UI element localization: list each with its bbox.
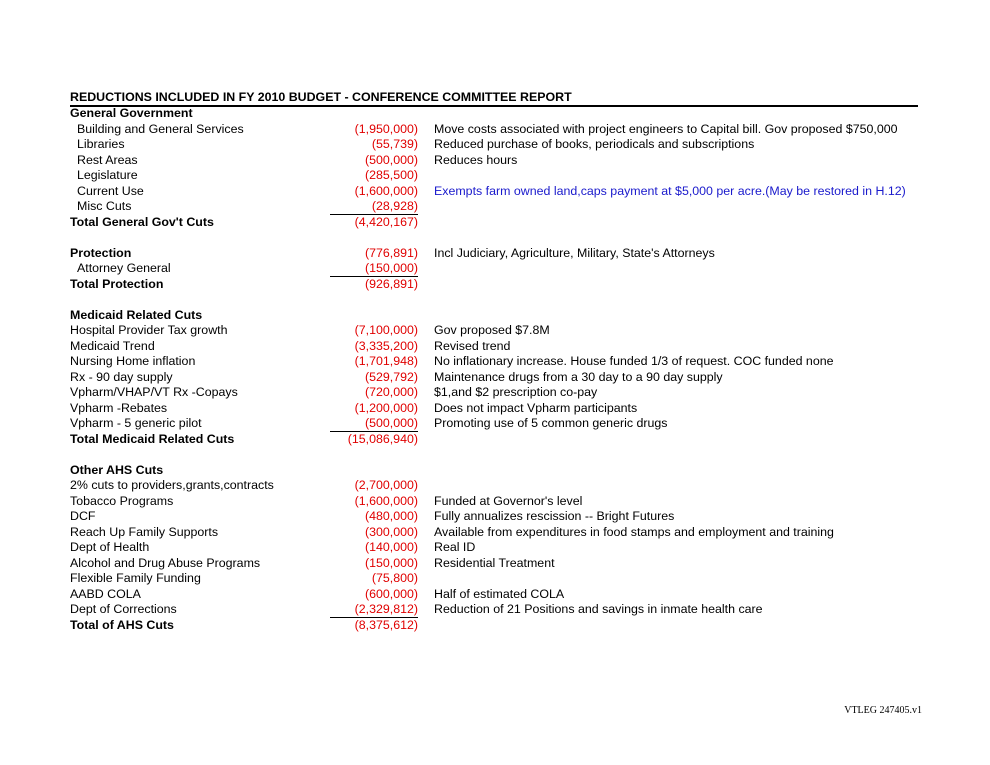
row-amount: (1,600,000) xyxy=(354,493,418,508)
table-row xyxy=(70,401,930,417)
spacer-row xyxy=(70,230,930,246)
row-label: General Government xyxy=(70,106,193,120)
row-note: Residential Treatment xyxy=(434,555,555,570)
table-row xyxy=(70,478,930,494)
row-label: Reach Up Family Supports xyxy=(70,524,219,539)
section-row xyxy=(70,106,930,122)
row-label: DCF xyxy=(70,509,96,523)
row-amount: (75,800) xyxy=(371,571,418,585)
row-label: Hospital Provider Tax growth xyxy=(70,323,228,337)
row-note: Maintenance drugs from a 30 day to a 90 day supply xyxy=(434,369,723,384)
row-label: Rest Areas xyxy=(77,152,138,167)
row-amount: (2,329,812) xyxy=(330,602,418,618)
row-label: Flexible Family Funding xyxy=(70,571,201,585)
table-row xyxy=(70,184,930,200)
row-amount: (776,891) xyxy=(364,245,418,260)
row-label: Legislature xyxy=(77,168,138,182)
row-amount: (480,000) xyxy=(364,509,418,523)
table-row xyxy=(70,509,930,525)
row-amount: (600,000) xyxy=(364,586,418,601)
row-amount: (720,000) xyxy=(364,385,418,399)
row-amount: (926,891) xyxy=(364,276,418,291)
row-label: Libraries xyxy=(77,137,125,151)
section-row xyxy=(70,618,930,634)
table-row xyxy=(70,525,930,541)
section-row xyxy=(70,432,930,448)
row-label: Total Medicaid Related Cuts xyxy=(70,431,235,446)
row-label: Total Protection xyxy=(70,276,164,291)
row-label: Dept of Corrections xyxy=(70,602,177,616)
row-note: Reduction of 21 Positions and savings in inmate health care xyxy=(434,602,763,616)
section-row xyxy=(70,246,930,262)
row-amount: (4,420,167) xyxy=(354,214,418,229)
table-row xyxy=(70,494,930,510)
row-amount: (15,086,940) xyxy=(347,431,418,446)
table-row xyxy=(70,540,930,556)
row-note: Revised trend xyxy=(434,338,511,353)
table-row xyxy=(70,339,930,355)
row-label: Other AHS Cuts xyxy=(70,462,164,477)
spacer-row xyxy=(70,447,930,463)
section-row xyxy=(70,277,930,293)
row-amount: (529,792) xyxy=(364,369,418,384)
row-label: Rx - 90 day supply xyxy=(70,369,173,384)
row-note: Real ID xyxy=(434,540,476,554)
row-amount: (500,000) xyxy=(364,152,418,167)
table-row xyxy=(70,153,930,169)
row-amount: (8,375,612) xyxy=(354,617,418,632)
row-amount: (55,739) xyxy=(371,137,418,151)
row-amount: (300,000) xyxy=(364,524,418,539)
table-row xyxy=(70,571,930,587)
report-title: REDUCTIONS INCLUDED IN FY 2010 BUDGET - CONFERENCE COMMITTEE REPORT xyxy=(70,90,918,107)
row-label: Misc Cuts xyxy=(77,199,132,213)
row-label: Building and General Services xyxy=(77,121,244,136)
row-note: Exempts farm owned land,caps payment at $5,000 per acre.(May be restored in H.12) xyxy=(434,183,906,198)
row-note: Reduces hours xyxy=(434,152,518,167)
table-row xyxy=(70,137,930,153)
row-amount: (1,600,000) xyxy=(354,183,418,198)
row-amount: (150,000) xyxy=(364,555,418,570)
row-amount: (2,700,000) xyxy=(354,478,418,492)
row-label: Total General Gov't Cuts xyxy=(70,214,214,229)
row-label: Vpharm/VHAP/VT Rx -Copays xyxy=(70,385,238,399)
row-label: Alcohol and Drug Abuse Programs xyxy=(70,555,261,570)
row-label: Medicaid Trend xyxy=(70,338,155,353)
table-row xyxy=(70,323,930,339)
row-amount: (500,000) xyxy=(330,416,418,432)
row-note: Gov proposed $7.8M xyxy=(434,323,550,337)
table-row xyxy=(70,587,930,603)
row-amount: (7,100,000) xyxy=(354,323,418,337)
row-note: Fully annualizes rescission -- Bright Futures xyxy=(434,509,675,523)
table-row xyxy=(70,354,930,370)
row-note: Available from expenditures in food stamps and employment and training xyxy=(434,524,834,539)
row-label: Protection xyxy=(70,245,132,260)
reductions-table xyxy=(70,106,930,633)
row-label: AABD COLA xyxy=(70,586,141,601)
row-note: Promoting use of 5 common generic drugs xyxy=(434,416,668,430)
row-note: No inflationary increase. House funded 1/3 of request. COC funded none xyxy=(434,354,834,368)
table-row xyxy=(70,122,930,138)
table-row xyxy=(70,370,930,386)
row-note: Half of estimated COLA xyxy=(434,586,565,601)
row-amount: (28,928) xyxy=(330,199,418,215)
section-row xyxy=(70,215,930,231)
row-note: Move costs associated with project engineers to Capital bill. Gov proposed $750,000 xyxy=(434,121,898,136)
row-amount: (3,335,200) xyxy=(354,338,418,353)
row-amount: (285,500) xyxy=(364,168,418,182)
row-label: Medicaid Related Cuts xyxy=(70,307,203,322)
row-label: Vpharm -Rebates xyxy=(70,400,168,415)
row-label: Current Use xyxy=(77,183,144,198)
row-amount: (140,000) xyxy=(364,540,418,554)
row-note: Does not impact Vpharm participants xyxy=(434,400,638,415)
table-row xyxy=(70,261,930,277)
section-row xyxy=(70,308,930,324)
row-note: Reduced purchase of books, periodicals and subscriptions xyxy=(434,137,755,151)
row-label: Dept of Health xyxy=(70,540,150,554)
row-label: Vpharm - 5 generic pilot xyxy=(70,416,202,430)
document-id: VTLEG 247405.v1 xyxy=(844,705,922,716)
row-note: Funded at Governor's level xyxy=(434,493,583,508)
row-label: Nursing Home inflation xyxy=(70,354,196,368)
row-label: Tobacco Programs xyxy=(70,493,174,508)
row-note: Incl Judiciary, Agriculture, Military, State's Attorneys xyxy=(434,245,715,260)
row-amount: (1,950,000) xyxy=(354,121,418,136)
row-amount: (1,200,000) xyxy=(354,400,418,415)
row-label: 2% cuts to providers,grants,contracts xyxy=(70,478,274,492)
table-row xyxy=(70,416,930,432)
row-amount: (1,701,948) xyxy=(354,354,418,368)
table-row xyxy=(70,168,930,184)
spacer-row xyxy=(70,292,930,308)
table-row xyxy=(70,602,930,618)
row-label: Attorney General xyxy=(77,261,171,275)
row-amount: (150,000) xyxy=(330,261,418,277)
table-row xyxy=(70,199,930,215)
table-row xyxy=(70,556,930,572)
row-note: $1,and $2 prescription co-pay xyxy=(434,385,598,399)
table-row xyxy=(70,385,930,401)
section-row xyxy=(70,463,930,479)
row-label: Total of AHS Cuts xyxy=(70,617,174,632)
